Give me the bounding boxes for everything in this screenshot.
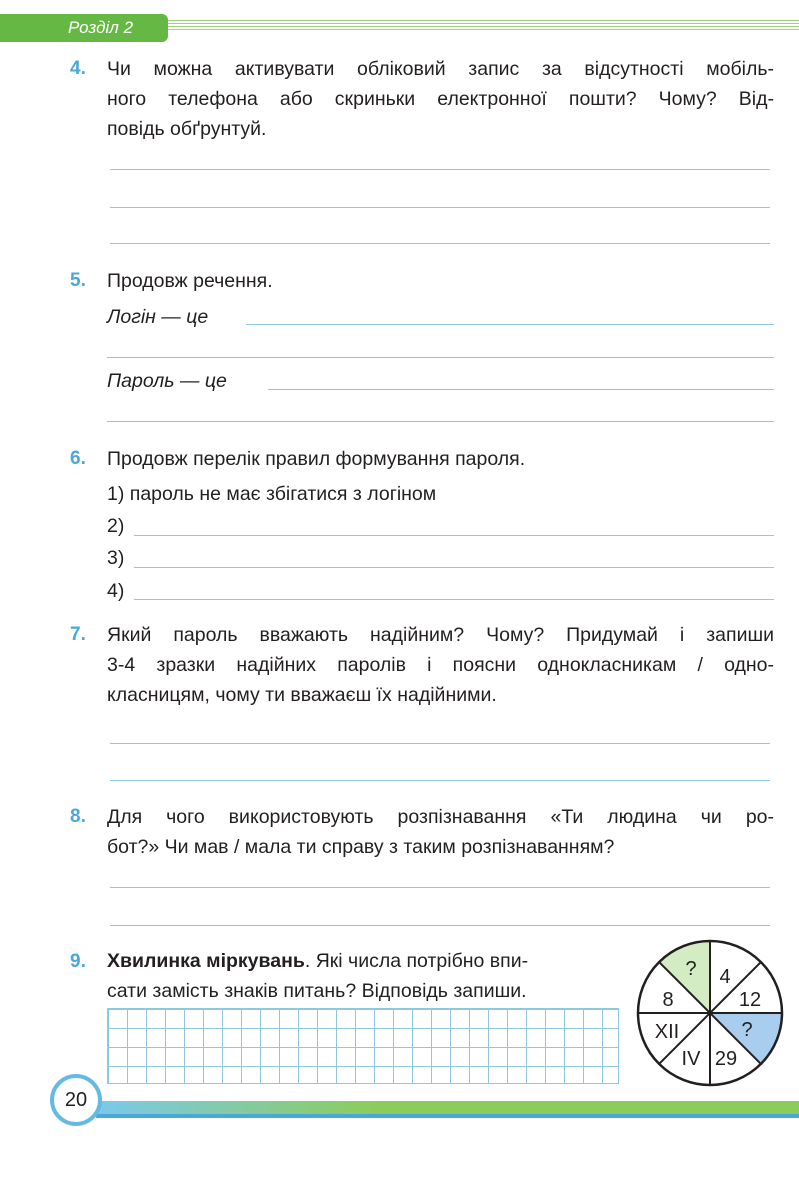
wheel-bottom-right: 29	[714, 1048, 738, 1070]
q9-line2: сати замість знаків питань? Відповідь запиши.	[107, 980, 527, 1002]
section-tab	[0, 14, 168, 42]
q9-line1-rest: . Які числа потрібно впи-	[304, 950, 529, 972]
q8-line2: бот?» Чи мав / мала ти справу з таким розпізнаванням?	[107, 836, 615, 858]
q4-line1: Чи можна активувати обліковий запис за відсутності мобіль-	[107, 58, 774, 80]
answer-line[interactable]	[107, 421, 774, 422]
q9-line1	[107, 946, 627, 976]
wheel-left-bottom: XII	[654, 1021, 680, 1043]
answer-grid[interactable]	[107, 1008, 619, 1084]
q6-item1: 1) пароль не має збігатися з логіном	[107, 483, 437, 505]
answer-line[interactable]	[134, 535, 774, 536]
q6-item4-label: 4)	[107, 580, 125, 602]
q5-number: 5.	[70, 270, 86, 291]
footer-bar	[96, 1101, 799, 1115]
wheel-top-right: 4	[719, 966, 731, 988]
wheel-right-bottom: ?	[741, 1019, 753, 1041]
q4-number: 4.	[70, 58, 86, 79]
q4-line2: ного телефона або скриньки електронної пошти? Чому? Від-	[107, 88, 774, 110]
answer-line[interactable]	[246, 324, 774, 325]
q6-item2-label: 2)	[107, 515, 125, 537]
answer-line[interactable]	[110, 169, 770, 170]
q6-prompt: Продовж перелік правил формування пароля.	[107, 448, 526, 470]
answer-line[interactable]	[134, 599, 774, 600]
answer-line[interactable]	[110, 207, 770, 208]
q5-password-label: Пароль — це	[107, 370, 227, 392]
footer-bar-underline	[96, 1114, 799, 1118]
answer-line[interactable]	[268, 389, 774, 390]
q7-line1: Який пароль вважають надійним? Чому? Придумай і запиши	[107, 624, 774, 646]
answer-line[interactable]	[107, 357, 774, 358]
wheel-top-left: ?	[685, 958, 697, 980]
answer-line[interactable]	[134, 567, 774, 568]
q5-login-label: Логін — це	[107, 306, 209, 328]
q6-item3-label: 3)	[107, 547, 125, 569]
section-label: Розділ 2	[68, 18, 134, 37]
q7-line3: класницям, чому ти вважаєш їх надійними.	[107, 684, 497, 706]
answer-line[interactable]	[110, 887, 770, 888]
wheel-left-top: 8	[662, 989, 674, 1011]
q7-line2: 3-4 зразки надійних паролів і поясни однокласникам / одно-	[107, 654, 774, 676]
q6-number: 6.	[70, 448, 86, 469]
q5-prompt: Продовж речення.	[107, 270, 273, 292]
number-wheel	[634, 937, 786, 1089]
answer-line[interactable]	[110, 243, 770, 244]
q9-number: 9.	[70, 951, 86, 972]
q8-number: 8.	[70, 806, 86, 827]
wheel-right-top: 12	[738, 989, 762, 1011]
wheel-bottom-left: IV	[681, 1048, 701, 1070]
q8-line1: Для чого використовують розпізнавання «Ти людина чи ро-	[107, 806, 774, 828]
answer-line[interactable]	[110, 743, 770, 744]
header-stripes	[168, 20, 799, 32]
answer-line[interactable]	[110, 780, 770, 781]
page-number: 20	[50, 1074, 102, 1126]
answer-line[interactable]	[110, 925, 770, 926]
q4-line3: повідь обґрунтуй.	[107, 118, 267, 140]
q9-bold-title: Хвилинка міркувань	[107, 950, 305, 972]
q7-number: 7.	[70, 624, 86, 645]
